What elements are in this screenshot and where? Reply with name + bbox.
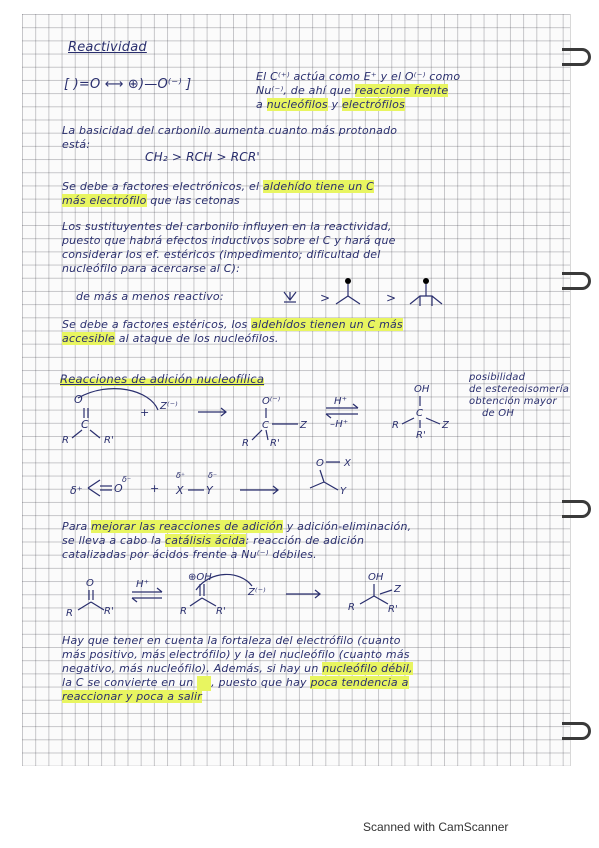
z-minus-label: Z⁽⁻⁾ bbox=[248, 587, 266, 598]
svg-text:R: R bbox=[180, 606, 187, 617]
alkoxide-intermediate-icon bbox=[242, 396, 308, 449]
svg-text:R: R bbox=[62, 435, 69, 446]
svg-text:Z: Z bbox=[394, 584, 401, 595]
svg-text:⊕OH: ⊕OH bbox=[188, 572, 212, 583]
svg-text:R': R' bbox=[216, 606, 226, 617]
side-note-line: posibilidad bbox=[469, 372, 526, 383]
minus-h-label: –H⁺ bbox=[330, 419, 349, 430]
svg-text:R': R' bbox=[416, 430, 426, 441]
final-line: más positivo, más electrófilo) y la del nucleófilo (cuanto más bbox=[62, 648, 410, 661]
svg-text:R': R' bbox=[270, 438, 280, 449]
svg-text:C: C bbox=[262, 420, 269, 431]
plus-symbol: + bbox=[140, 406, 150, 419]
greater-than-symbol: > bbox=[386, 291, 397, 305]
h-plus-label: H⁺ bbox=[334, 396, 348, 407]
improve-line-2: se lleva a cabo la catálisis ácida: reacción de adición bbox=[62, 534, 365, 547]
svg-text:C: C bbox=[416, 408, 423, 419]
svg-text:R: R bbox=[66, 608, 73, 619]
substituents-line: Los sustituyentes del carbonilo influyen en la reactividad, bbox=[62, 220, 392, 233]
reagent-xy-icon bbox=[175, 471, 217, 497]
svg-text:Z: Z bbox=[300, 420, 307, 431]
resonance-structures: [ )=O ⟷ ⊕)—O⁽⁻⁾ ] bbox=[64, 77, 192, 92]
acid-product-icon bbox=[348, 572, 402, 615]
polar-carbonyl-icon bbox=[70, 475, 131, 497]
improve-line-3: catalizadas por ácidos frente a Nu⁽⁻⁾ débiles. bbox=[62, 548, 317, 561]
svg-text:O: O bbox=[74, 393, 83, 406]
side-note-line: de estereoisomería bbox=[469, 384, 570, 395]
svg-text:R': R' bbox=[104, 606, 114, 617]
svg-text:R: R bbox=[242, 438, 249, 449]
svg-text:δ⁺: δ⁺ bbox=[176, 471, 186, 480]
aldehyde-skeleton-icon bbox=[284, 292, 296, 302]
steric-line-1: Se debe a factores estéricos, los aldehídos tienen un C más bbox=[62, 318, 403, 331]
svg-text:O: O bbox=[114, 482, 123, 495]
svg-text:R': R' bbox=[388, 604, 398, 615]
ketone-start-icon bbox=[66, 578, 114, 619]
svg-text:OH: OH bbox=[368, 572, 384, 583]
svg-text:δ⁻: δ⁻ bbox=[208, 471, 218, 480]
intro-line-3: a nucleófilos y electrófilos bbox=[256, 98, 406, 111]
electronic-line-1: Se debe a factores electrónicos, el aldehído tiene un C bbox=[62, 180, 375, 193]
protonated-carbonyl-icon bbox=[180, 572, 252, 617]
substituents-line: considerar los ef. estéricos (impedimento; dificultad del bbox=[62, 248, 381, 261]
substituents-line: puesto que habrá efectos inductivos sobre el C y hará que bbox=[62, 234, 396, 247]
section-title-nucleophilic-addition: Reacciones de adición nucleofílica bbox=[60, 372, 265, 386]
intro-line-2: Nu⁽⁻⁾, de ahí que reaccione frente bbox=[256, 84, 449, 97]
svg-text:X: X bbox=[344, 458, 351, 469]
svg-text:R': R' bbox=[104, 435, 114, 446]
svg-text:Y: Y bbox=[206, 484, 213, 497]
header-title: Reactividad bbox=[68, 40, 147, 55]
svg-text:C: C bbox=[81, 418, 89, 431]
bulky-ketone-skeleton-icon bbox=[410, 278, 442, 306]
final-line: la C se convierte en un , puesto que hay poca tendencia a bbox=[62, 676, 409, 689]
svg-text:O: O bbox=[86, 578, 94, 589]
final-line: Hay que tener en cuenta la fortaleza del electrófilo (cuanto bbox=[62, 634, 401, 647]
ketone-skeleton-icon bbox=[336, 278, 360, 304]
side-note-line: de OH bbox=[482, 408, 515, 419]
svg-text:O⁽⁻⁾: O⁽⁻⁾ bbox=[262, 396, 281, 407]
svg-text:R: R bbox=[392, 420, 399, 431]
basicity-line-2: está: bbox=[62, 138, 91, 151]
reactivity-order-label: de más a menos reactivo: bbox=[76, 290, 224, 303]
svg-text:Z: Z bbox=[442, 420, 449, 431]
svg-text:OH: OH bbox=[414, 384, 430, 395]
svg-text:δ⁻: δ⁻ bbox=[122, 475, 132, 484]
svg-text:Y: Y bbox=[340, 486, 347, 497]
basicity-line-1: La basicidad del carbonilo aumenta cuanto más protonado bbox=[62, 124, 398, 137]
electronic-line-2: más electrófilo que las cetonas bbox=[62, 194, 240, 207]
alcohol-product-icon bbox=[392, 384, 450, 441]
final-line: reaccionar y poca a salir bbox=[62, 690, 202, 703]
intro-line-1: El C⁽⁺⁾ actúa como E⁺ y el O⁽⁻⁾ como bbox=[256, 70, 461, 83]
svg-text:O: O bbox=[316, 458, 324, 469]
h-plus-label: H⁺ bbox=[136, 579, 150, 590]
greater-than-symbol: > bbox=[320, 291, 331, 305]
z-minus-label: Z⁽⁻⁾ bbox=[160, 401, 178, 412]
plus-symbol: + bbox=[150, 482, 160, 495]
svg-text:X: X bbox=[176, 484, 184, 497]
addition-product-icon bbox=[310, 458, 352, 497]
side-note-line: obtención mayor bbox=[469, 396, 557, 407]
svg-text:R: R bbox=[348, 602, 355, 613]
svg-text:δ⁺: δ⁺ bbox=[70, 484, 83, 497]
basicity-order: CH₂ > RCH > RCR' bbox=[145, 150, 260, 164]
final-line: negativo, más nucleófilo). Además, si hay un nucleófilo débil, bbox=[62, 662, 413, 675]
steric-line-2: accesible al ataque de los nucleófilos. bbox=[62, 332, 279, 345]
substituents-line: nucleófilo para acercarse al C): bbox=[62, 262, 240, 275]
scanner-watermark: Scanned with CamScanner bbox=[363, 820, 509, 834]
improve-line-1: Para mejorar las reacciones de adición y adición-eliminación, bbox=[62, 520, 412, 533]
